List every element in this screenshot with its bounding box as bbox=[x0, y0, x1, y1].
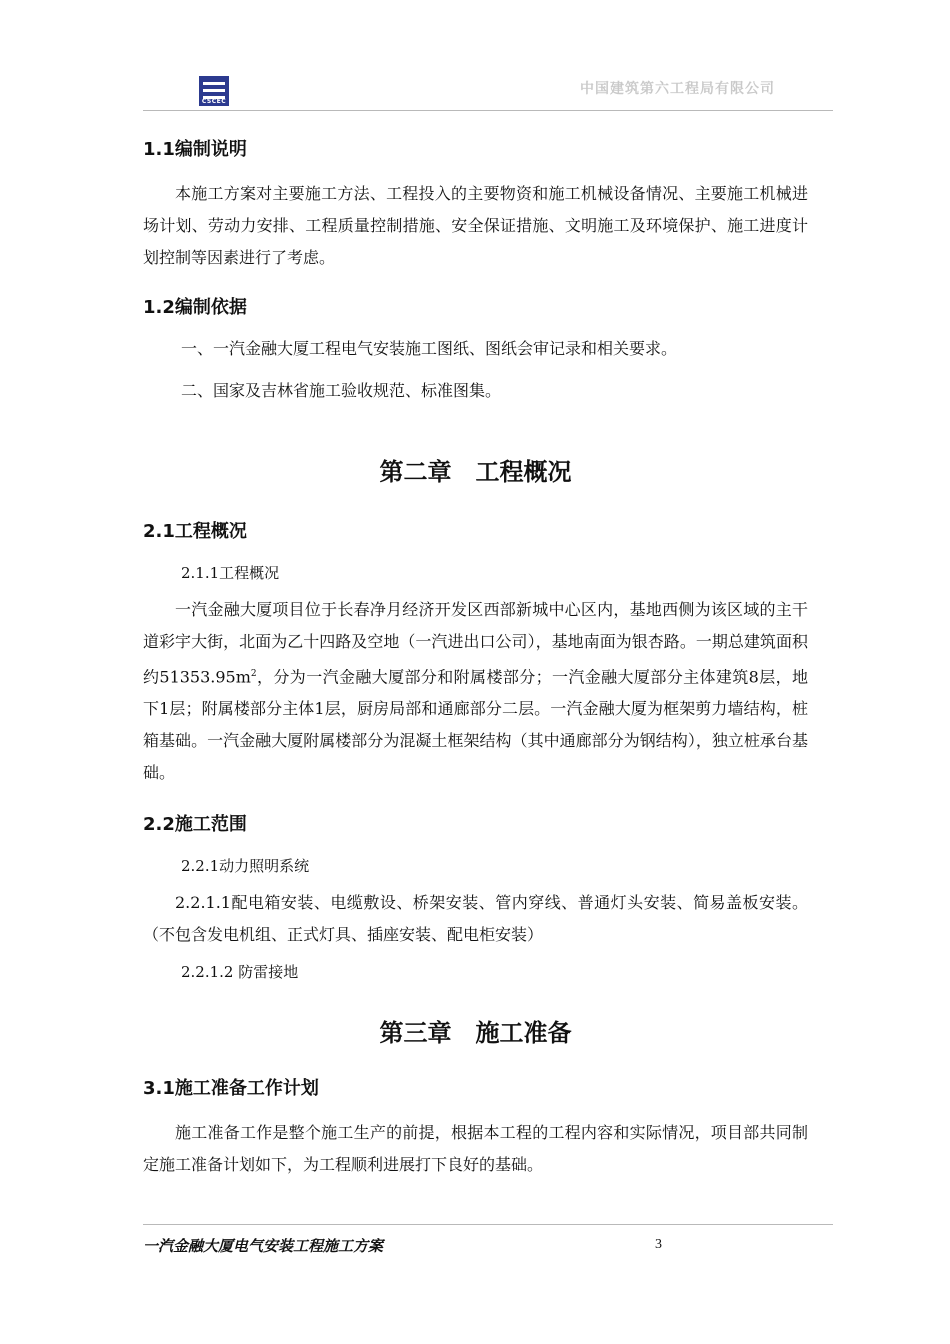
section-1-2-title: 1.2编制依据 bbox=[143, 297, 247, 318]
page-header bbox=[143, 70, 833, 111]
basis-item-2: 二、国家及吉林省施工验收规范、标准图集。 bbox=[181, 381, 502, 400]
area-superscript: 2 bbox=[250, 669, 257, 679]
section-2-2-paragraph: 2.2.1.1配电箱安装、电缆敷设、桥架安装、管内穿线、普通灯头安装、简易盖板安装。（不包含发电机组、正式灯具、插座安装、配电柜安装） bbox=[143, 893, 808, 945]
company-name: 中国建筑第六工程局有限公司 bbox=[580, 81, 775, 97]
subsection-2-2-1: 2.2.1动力照明系统 bbox=[181, 857, 310, 876]
page-content bbox=[143, 130, 808, 1181]
subsection-2-2-1-2: 2.2.1.2 防雷接地 bbox=[181, 963, 299, 982]
section-2-2-title: 2.2施工范围 bbox=[143, 814, 247, 836]
section-2-1-paragraph bbox=[143, 594, 808, 789]
footer-document-title: 一汽金融大厦电气安装工程施工方案 bbox=[143, 1237, 384, 1255]
page-number: 3 bbox=[655, 1237, 662, 1252]
basis-item-1: 一、一汽金融大厦工程电气安装施工图纸、图纸会审记录和相关要求。 bbox=[181, 339, 678, 358]
subsection-2-1-1: 2.1.1工程概况 bbox=[181, 564, 280, 582]
section-2-1-title: 2.1工程概况 bbox=[143, 521, 247, 542]
company-logo bbox=[199, 76, 229, 106]
overview-text-a: 一汽金融大厦项目位于长春净月经济开发区西部新城中心区内，基地西侧为该区域的主干道彩宇大街，北面为乙十四路及空地（一汽进出口公司），基地南面为银杏路。一期总建筑面积约51353.95m bbox=[143, 600, 808, 687]
chapter-3-title: 第三章 施工准备 bbox=[379, 1019, 572, 1048]
section-3-1-paragraph: 施工准备工作是整个施工生产的前提，根据本工程的工程内容和实际情况，项目部共同制定施工准备计划如下，为工程顺利进展打下良好的基础。 bbox=[143, 1123, 808, 1175]
chapter-2-title: 第二章 工程概况 bbox=[379, 458, 572, 486]
section-1-1-title: 1.1编制说明 bbox=[143, 139, 247, 160]
logo-text: CSCEC bbox=[201, 98, 227, 105]
page-footer bbox=[143, 1224, 833, 1265]
overview-text-b: ，分为一汽金融大厦部分和附属楼部分；一汽金融大厦部分主体建筑8层，地下1层；附属楼部分主体1层，厨房局部和通廊部分二层。一汽金融大厦为框架剪力墙结构，桩箱基础。一汽金融大厦附属楼部分为混凝土框架结构（其中通廊部分为钢结构），独立桩承台基础。 bbox=[143, 667, 808, 783]
section-3-1-title: 3.1施工准备工作计划 bbox=[143, 1078, 319, 1100]
section-1-1-paragraph: 本施工方案对主要施工方法、工程投入的主要物资和施工机械设备情况、主要施工机械进场计划、劳动力安排、工程质量控制措施、安全保证措施、文明施工及环境保护、施工进度计划控制等因素进行了考虑。 bbox=[143, 184, 808, 267]
